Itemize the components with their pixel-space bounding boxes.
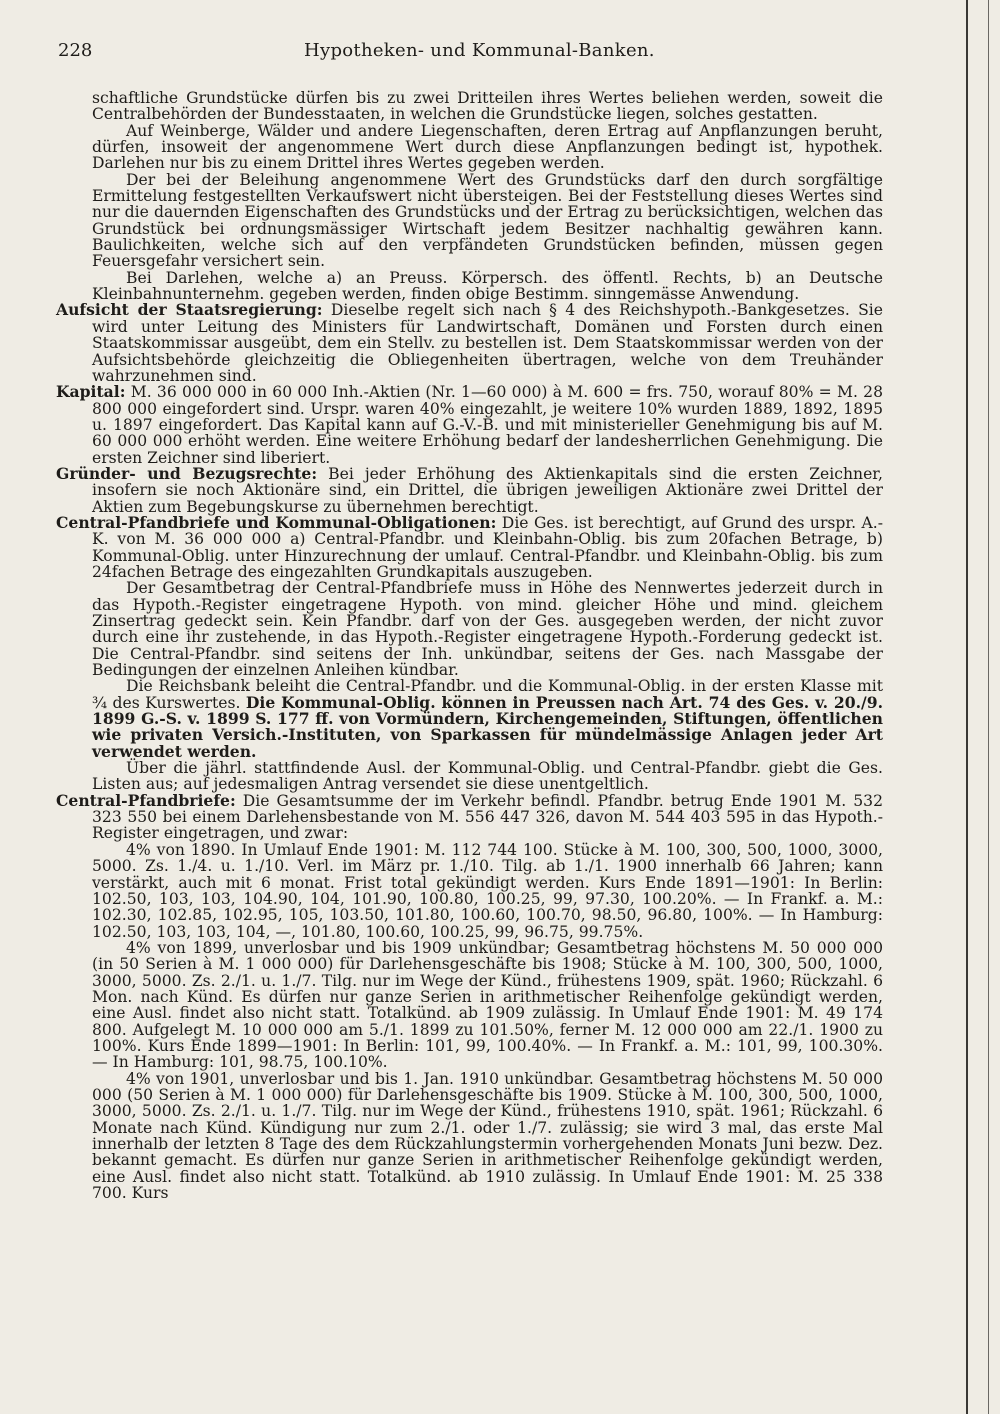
body-paragraph xyxy=(56,90,883,123)
body-paragraph xyxy=(56,940,883,1071)
section-paragraph xyxy=(56,302,883,384)
page-edge-line-outer xyxy=(988,0,989,1414)
section-paragraph xyxy=(56,463,884,516)
body-paragraph xyxy=(56,760,883,793)
section-label: Gründer- und Bezugsrechte: xyxy=(56,463,318,483)
page-body xyxy=(56,90,883,1201)
body-paragraph xyxy=(56,172,883,270)
body-paragraph xyxy=(56,580,883,678)
paragraph-text: 4% von 1901, unverlosbar und bis 1. Jan. 1910 unkündbar. Gesamtbetrag höchstens M. 50 000 000 (50 Serien à M. 1 000 000) für Darlehensgeschäfte bis 1909. Stücke à M. 100, 300, 500, 1000, 3000, 5000. Zs. 2./1. u. 1./7. Tilg. nur im Wege der Künd., frühestens 1910, spät. 1961; Rückzahl. 6 Monate nach Künd. Kündigung nur zum 2./1. oder 1./7. zulässig; sie wird 3 mal, das erste Mal innerhalb der letzten 8 Tage des dem Rückzahlungstermin vorhergehenden Monats Juni bezw. Dez. bekannt gemacht. Es dürfen nur ganze Serien in arithmetischer Reihenfolge gekündigt werden, eine Ausl. findet also nicht statt. Totalkünd. ab 1910 zulässig. In Umlauf Ende 1901: M. 25 338 700. Kurs xyxy=(92,1069,883,1203)
section-paragraph xyxy=(56,790,883,843)
paragraph-text: Dieselbe regelt sich nach § 4 des Reichshypoth.-Bankgesetzes. Sie wird unter Leitung des Ministers für Landwirtschaft, Domänen und Forsten durch einen Staatskommissar ausgeübt, dem ein Stellv. zu bestellen ist. Dem Staatskommissar werden von der Aufsichtsbehörde gleichzeitig die Obliegenheiten übertragen, welche von dem Treuhänder wahrzunehmen sind. xyxy=(92,301,883,385)
body-paragraph xyxy=(56,270,883,303)
section-label: Kapital: xyxy=(56,382,126,402)
paragraph-text: Der Gesamtbetrag der Central-Pfandbriefe muss in Höhe des Nennwertes jederzeit durch in das Hypoth.-Register eingetragene Hypoth. von mind. gleicher Höhe und mind. gleichem Zinsertrag gedeckt sein. Kein Pfandbr. darf von der Ges. ausgegeben werden, der nicht zuvor durch eine ihr zustehende, in das Hypoth.-Register eingetragene Hypoth.-Forderung gedeckt ist. Die Central-Pfandbr. sind seitens der Inh. unkündbar, seitens der Ges. nach Massgabe der Bedingungen der einzelnen Anleihen kündbar. xyxy=(92,579,883,680)
paragraph-text: schaftliche Grundstücke dürfen bis zu zwei Dritteilen ihres Wertes beliehen werden, soweit die Centralbehörden der Bundesstaaten, in welchen die Grundstücke liegen, solches gestatten. xyxy=(92,89,883,124)
paragraph-text: M. 36 000 000 in 60 000 Inh.-Aktien (Nr. 1—60 000) à M. 600 = frs. 750, worauf 80% = M. 28 800 000 eingefordert sind. Urspr. waren 40% eingezahlt, je weitere 10% wurden 1889, 1892, 1895 u. 1897 eingefordert. Das Kapital kann auf G.-V.-B. und mit ministerieller Genehmigung bis auf M. 60 000 000 erhöht werden. Eine weitere Erhöhung bedarf der landesherrlichen Genehmigung. Die ersten Zeichner sind liberiert. xyxy=(92,383,883,467)
section-label: Central-Pfandbriefe und Kommunal-Obligationen: xyxy=(56,512,497,532)
page-header xyxy=(58,40,888,64)
running-title: Hypotheken- und Kommunal-Banken. xyxy=(304,40,655,61)
page-edge-line xyxy=(966,0,968,1414)
section-paragraph xyxy=(56,384,883,466)
paragraph-text: Bei jeder Erhöhung des Aktienkapitals sind die ersten Zeichner, insofern sie noch Aktionäre sind, ein Drittel, die übrigen jeweiligen Aktionäre zwei Drittel der Aktien zum Begebungskurse zu übernehmen berechtigt. xyxy=(92,464,884,516)
body-paragraph xyxy=(56,123,883,172)
section-label: Aufsicht der Staatsregierung: xyxy=(56,300,323,320)
page-number: 228 xyxy=(58,40,93,61)
paragraph-text: 4% von 1899, unverlosbar und bis 1909 unkündbar; Gesamtbetrag höchstens M. 50 000 000 (in 50 Serien à M. 1 000 000) für Darlehensgeschäfte bis 1908; Stücke à M. 100, 300, 500, 1000, 3000, 5000. Zs. 2./1. u. 1./7. Tilg. nur im Wege der Künd., frühestens 1909, spät. 1960; Rückzahl. 6 Mon. nach Künd. Es dürfen nur ganze Serien in arithmetischer Reihenfolge gekündigt werden, eine Ausl. findet also nicht statt. Totalkünd. ab 1909 zulässig. In Umlauf Ende 1901: M. 49 174 800. Aufgelegt M. 10 000 000 am 5./1. 1899 zu 101.50%, ferner M. 12 000 000 am 22./1. 1900 zu 100%. Kurs Ende 1899—1901: In Berlin: 101, 99, 100.40%. — In Frankf. a. M.: 101, 99, 100.30%. — In Hamburg: 101, 98.75, 100.10%. xyxy=(92,938,883,1072)
bold-statement: Die Kommunal-Oblig. können in Preussen nach Art. 74 des Ges. v. 20./9. 1899 G.-S. v. 1899 S. 177 ff. von Vormündern, Kirchengemeinden, Stiftungen, öffentlichen wie privaten Versich.-Instituten, von Sparkassen für mündelmässige Anlagen jeder Art verwendet werden. xyxy=(92,692,883,761)
paragraph-text: Die Gesamtsumme der im Verkehr befindl. Pfandbr. betrug Ende 1901 M. 532 323 550 bei einem Darlehensbestande von M. 556 447 326, davon M. 544 403 595 in das Hypoth.-Register eingetragen, und zwar: xyxy=(92,791,883,843)
paragraph-text: Bei Darlehen, welche a) an Preuss. Körpersch. des öffentl. Rechts, b) an Deutsche Kleinbahnunternehm. gegeben werden, finden obige Bestimm. sinngemässe Anwendung. xyxy=(92,268,883,304)
paragraph-text: Die Reichsbank beleiht die Central-Pfandbr. und die Kommunal-Oblig. in der ersten Klasse mit ¾ des Kurswertes. xyxy=(92,677,883,712)
paragraph-text: Über die jährl. stattfindende Ausl. der Kommunal-Oblig. und Central-Pfandbr. giebt die Ges. Listen aus; auf jedesmaligen Antrag versendet sie diese unentgeltlich. xyxy=(92,759,883,794)
body-paragraph xyxy=(56,1071,883,1202)
paragraph-text: 4% von 1890. In Umlauf Ende 1901: M. 112 744 100. Stücke à M. 100, 300, 500, 1000, 3000, 5000. Zs. 1./4. u. 1./10. Verl. im März pr. 1./10. Tilg. ab 1./1. 1900 innerhalb 66 Jahren; kann verstärkt, auch mit 6 monat. Frist total gekündigt werden. Kurs Ende 1891—1901: In Berlin: 102.50, 103, 103, 104.90, 104, 101.90, 100.80, 100.25, 99, 97.30, 100.20%. — In Frankf. a. M.: 102.30, 102.85, 102.95, 105, 103.50, 101.80, 100.60, 100.70, 98.50, 96.80, 100%. — In Hamburg: 102.50, 103, 103, 104, —, 101.80, 100.60, 100.25, 99, 96.75, 99.75%. xyxy=(92,840,883,941)
paragraph-text: Auf Weinberge, Wälder und andere Liegenschaften, deren Ertrag auf Anpflanzungen beruht, dürfen, insoweit der angenommene Wert durch diese Anpflanzungen bedingt ist, hypothek. Darlehen nur bis zu einem Drittel ihres Wertes gegeben werden. xyxy=(92,121,883,173)
paragraph-text: Der bei der Beleihung angenommene Wert des Grundstücks darf den durch sorgfältige Ermittelung festgestellten Verkaufswert nicht übersteigen. Bei der Feststellung dieses Wertes sind nur die dauernden Eigenschaften des Grundstücks und der Ertrag zu berücksichtigen, welchen das Grundstück bei ordnungsmässiger Wirtschaft jedem Besitzer nachhaltig gewähren kann. Baulichkeiten, welche sich auf den verpfändeten Grundstücken befinden, müssen gegen Feuersgefahr versichert sein. xyxy=(92,170,883,271)
section-paragraph xyxy=(56,512,884,581)
body-paragraph xyxy=(56,678,883,760)
body-paragraph xyxy=(56,842,883,940)
section-label: Central-Pfandbriefe: xyxy=(56,790,236,810)
paragraph-text: Die Ges. ist berechtigt, auf Grund des urspr. A.-K. von M. 36 000 000 a) Central-Pfandbr. und Kleinbahn-Oblig. bis zum 20fachen Betrage, b) Kommunal-Oblig. unter Hinzurechnung der umlauf. Central-Pfandbr. und Kleinbahn-Oblig. bis zum 24fachen Betrage des eingezahlten Grundkapitals auszugeben. xyxy=(92,513,884,581)
